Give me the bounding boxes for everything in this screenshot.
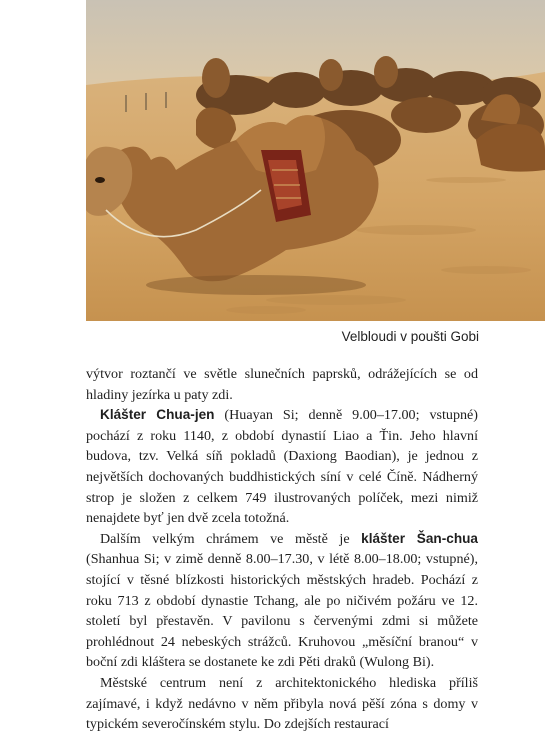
photo-caption: Velbloudi v poušti Gobi bbox=[341, 329, 479, 344]
heading-san-chua: klášter Šan-chua bbox=[361, 530, 478, 546]
heading-chua-jen: Klášter Chua-jen bbox=[100, 407, 215, 423]
paragraph-2 bbox=[86, 405, 478, 529]
body-text bbox=[86, 364, 478, 735]
paragraph-3-lead: Dalším velkým chrámem ve městě je bbox=[100, 530, 362, 547]
camels-in-desert-image bbox=[86, 0, 545, 321]
paragraph-2-text: (Huayan Si; denně 9.00–17.00; vstupné) pochází z roku 1140, z období dynastií Liao a Ťin. Jeho hlavní budova, tzv. Velká síň pokladů (Daxiong Baodian), je jednou z největších dochovaných buddhistických síní v celé Číně. Nádherný strop je složen z celkem 749 ilustrovaných políček, mezi nimiž nenajdete byť jen dvě zcela totožná. bbox=[86, 407, 478, 527]
paragraph-4: Městské centrum není z architektonického hlediska příliš zajímavé, i když nedávno v něm přibyla nová pěší zóna s domy v typickém severočínském stylu. Do zdejších restaurací bbox=[86, 674, 478, 733]
paragraph-3-text: (Shanhua Si; v zimě denně 8.00–17.30, v létě 8.00–18.00; vstupné), stojící v těsné blízkosti historických městských hradeb. Pochází z roku 713 z období dynastie Tchang, ale po ničivém požáru ve 12. století byl přestavěn. V pavilonu s červenými zdmi si můžete prohlédnout 24 nebeských strážců. Kruhovou „měsíční branou“ v boční zdi kláštera se dostanete ke zdi Pěti draků (Wulong Bi). bbox=[86, 551, 478, 671]
paragraph-3 bbox=[86, 529, 478, 673]
camels-photo bbox=[86, 0, 545, 321]
paragraph-1: výtvor roztančí ve světle slunečních paprsků, odrážejících se od hladiny jezírka u paty zdi. bbox=[86, 366, 478, 403]
